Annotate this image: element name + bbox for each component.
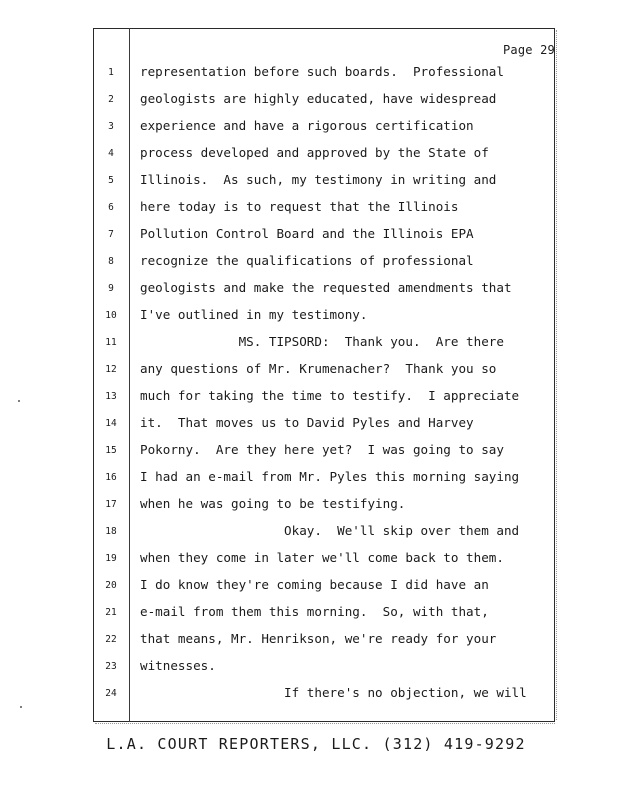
transcript-line	[0, 199, 618, 219]
transcript-line	[0, 415, 618, 435]
line-text: any questions of Mr. Krumenacher? Thank you so	[140, 361, 497, 376]
transcript-line	[0, 469, 618, 489]
transcript-line	[0, 64, 618, 84]
transcript-line	[0, 604, 618, 624]
line-text: when they come in later we'll come back to them.	[140, 550, 504, 565]
line-number: 19	[105, 553, 117, 564]
page-number-label: Page 29	[503, 43, 555, 57]
line-number: 7	[108, 229, 114, 240]
line-number: 9	[108, 283, 114, 294]
transcript-line	[0, 145, 618, 165]
transcript-line	[0, 442, 618, 462]
line-number: 11	[105, 337, 117, 348]
transcript-line	[0, 631, 618, 651]
scan-speck	[20, 706, 22, 708]
scan-speck	[18, 400, 20, 402]
line-text: it. That moves us to David Pyles and Harvey	[140, 415, 474, 430]
line-number: 22	[105, 634, 117, 645]
line-number: 24	[105, 688, 117, 699]
transcript-line	[0, 118, 618, 138]
line-text: much for taking the time to testify. I appreciate	[140, 388, 520, 403]
line-number: 4	[108, 148, 114, 159]
transcript-line	[0, 577, 618, 597]
line-number: 10	[105, 310, 117, 321]
transcript-line	[0, 550, 618, 570]
line-text: MS. TIPSORD: Thank you. Are there	[140, 334, 504, 349]
transcript-line	[0, 361, 618, 381]
transcript-line	[0, 172, 618, 192]
line-text: geologists are highly educated, have widespread	[140, 91, 497, 106]
line-text: witnesses.	[140, 658, 216, 673]
line-number: 3	[108, 121, 114, 132]
transcript-line	[0, 91, 618, 111]
line-text: Pollution Control Board and the Illinois EPA	[140, 226, 474, 241]
court-reporter-footer: L.A. COURT REPORTERS, LLC. (312) 419-9292	[106, 735, 526, 753]
line-number: 17	[105, 499, 117, 510]
line-number: 23	[105, 661, 117, 672]
line-number: 20	[105, 580, 117, 591]
line-number: 13	[105, 391, 117, 402]
line-number: 2	[108, 94, 114, 105]
line-text: e-mail from them this morning. So, with that,	[140, 604, 489, 619]
line-number: 15	[105, 445, 117, 456]
transcript-line	[0, 523, 618, 543]
line-text: Illinois. As such, my testimony in writing and	[140, 172, 497, 187]
line-text: here today is to request that the Illinois	[140, 199, 459, 214]
transcript-line	[0, 685, 618, 705]
line-text: representation before such boards. Professional	[140, 64, 504, 79]
line-text: Pokorny. Are they here yet? I was going to say	[140, 442, 504, 457]
line-text: experience and have a rigorous certification	[140, 118, 474, 133]
line-text: recognize the qualifications of professional	[140, 253, 474, 268]
transcript-line	[0, 658, 618, 678]
line-text: Okay. We'll skip over them and	[140, 523, 520, 538]
line-number: 5	[108, 175, 114, 186]
line-number: 21	[105, 607, 117, 618]
transcript-line	[0, 496, 618, 516]
line-number: 18	[105, 526, 117, 537]
transcript-line	[0, 280, 618, 300]
line-number: 6	[108, 202, 114, 213]
line-number: 14	[105, 418, 117, 429]
transcript-line	[0, 253, 618, 273]
line-text: that means, Mr. Henrikson, we're ready for your	[140, 631, 497, 646]
scan-bottom-artifact	[95, 723, 555, 724]
line-text: I had an e-mail from Mr. Pyles this morning saying	[140, 469, 520, 484]
line-text: process developed and approved by the State of	[140, 145, 489, 160]
line-number: 16	[105, 472, 117, 483]
line-text: If there's no objection, we will	[140, 685, 527, 700]
line-text: when he was going to be testifying.	[140, 496, 406, 511]
line-text: I've outlined in my testimony.	[140, 307, 368, 322]
line-text: I do know they're coming because I did have an	[140, 577, 489, 592]
transcript-line	[0, 334, 618, 354]
transcript-line	[0, 388, 618, 408]
line-number: 1	[108, 67, 114, 78]
line-number: 12	[105, 364, 117, 375]
line-text: geologists and make the requested amendments that	[140, 280, 512, 295]
line-number: 8	[108, 256, 114, 267]
transcript-line	[0, 307, 618, 327]
transcript-line	[0, 226, 618, 246]
